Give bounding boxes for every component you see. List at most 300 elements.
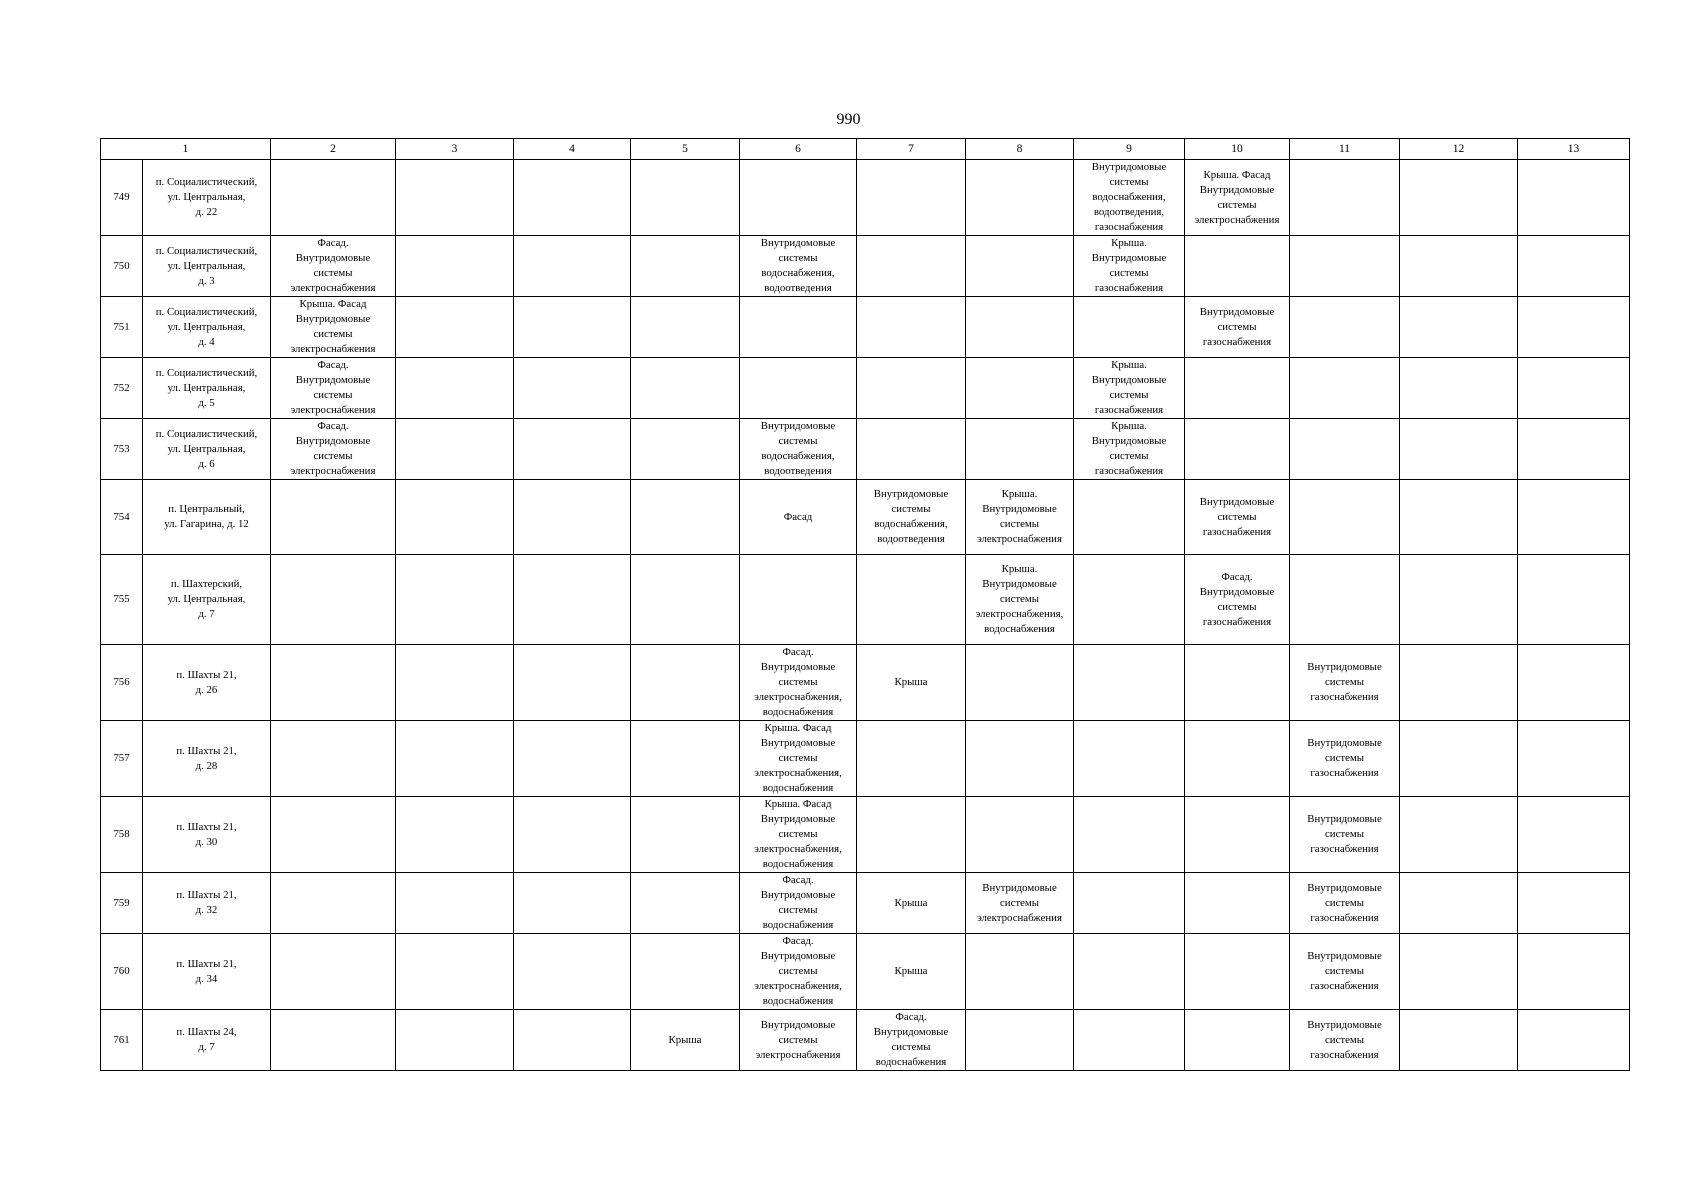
work-cell-col-4 [514, 160, 631, 236]
work-line: Внутридомовые [760, 813, 836, 825]
table-row [101, 934, 1630, 1010]
work-cell-col-3 [396, 297, 514, 358]
table-body [101, 160, 1630, 1071]
work-cell-col-11 [1290, 1010, 1400, 1071]
row-number: 756 [101, 645, 143, 721]
work-cell-col-4 [514, 934, 631, 1010]
work-cell-col-10 [1185, 555, 1290, 645]
address-cell [143, 358, 271, 419]
table-row [101, 419, 1630, 480]
work-line: газоснабжения [1202, 615, 1272, 628]
work-line: водоснабжения [762, 706, 834, 718]
work-line: системы [1109, 176, 1149, 188]
work-line: электроснабжения, [754, 691, 842, 703]
work-cell-col-12 [1400, 358, 1518, 419]
row-number: 749 [101, 160, 143, 236]
header-row [101, 139, 1630, 160]
work-line: электроснабжения [290, 465, 376, 477]
address-line: ул. Гагарина, д. 12 [164, 518, 249, 530]
column-header-13: 13 [1518, 139, 1630, 160]
work-line: Внутридомовые [295, 435, 371, 447]
address-cell [143, 419, 271, 480]
address-line: д. 22 [195, 206, 218, 218]
work-cell-col-10 [1185, 645, 1290, 721]
work-line: электроснабжения [290, 282, 376, 294]
work-cell-col-5 [631, 419, 740, 480]
work-cell-col-10 [1185, 873, 1290, 934]
column-header-9: 9 [1074, 139, 1185, 160]
work-cell-col-9 [1074, 934, 1185, 1010]
work-line: Внутридомовые [760, 420, 836, 432]
page-number: 990 [836, 111, 861, 128]
work-line: водоснабжения [762, 995, 834, 1007]
work-cell-col-12 [1400, 419, 1518, 480]
work-cell-col-9 [1074, 721, 1185, 797]
work-line: Крыша [668, 1033, 702, 1046]
column-header-5: 5 [631, 139, 740, 160]
work-cell-col-6 [740, 419, 857, 480]
column-header-3: 3 [396, 139, 514, 160]
work-cell-col-13 [1518, 358, 1630, 419]
work-line: системы [1000, 593, 1039, 605]
work-line: системы [778, 752, 818, 764]
work-cell-col-12 [1400, 160, 1518, 236]
work-cell-col-13 [1518, 797, 1630, 873]
work-cell-col-9 [1074, 480, 1185, 555]
work-cell-col-10 [1185, 358, 1290, 419]
work-cell-col-7 [857, 297, 966, 358]
address-line: д. 32 [195, 904, 218, 916]
table-row [101, 480, 1630, 555]
work-cell-col-2 [271, 873, 396, 934]
column-header-12: 12 [1400, 139, 1518, 160]
work-line: Фасад. [782, 874, 814, 886]
address-line: ул. Центральная, [167, 442, 246, 455]
work-line: водоотведения, [1093, 206, 1165, 218]
address-cell [143, 721, 271, 797]
work-cell-col-11 [1290, 480, 1400, 555]
work-line: системы [778, 904, 818, 916]
address-line: д. 5 [198, 396, 215, 409]
work-cell-col-13 [1518, 236, 1630, 297]
work-line: системы [1109, 450, 1149, 462]
work-line: газоснабжения [1094, 282, 1164, 294]
work-cell-col-11 [1290, 645, 1400, 721]
work-line: Внутридомовые [1307, 950, 1382, 962]
work-line: газоснабжения [1202, 335, 1272, 348]
work-line: Фасад. [1221, 570, 1253, 583]
work-cell-col-8 [966, 645, 1074, 721]
work-cell-col-4 [514, 1010, 631, 1071]
work-line: системы [313, 450, 353, 462]
work-cell-col-11 [1290, 297, 1400, 358]
work-line: Внутридомовые [1307, 813, 1382, 825]
work-cell-col-7 [857, 358, 966, 419]
work-line: Внутридомовые [1307, 1018, 1382, 1031]
work-line: Крыша. Фасад [764, 722, 832, 734]
work-line: водоотведения [764, 282, 832, 294]
work-cell-col-9 [1074, 1010, 1185, 1071]
work-line: системы [891, 1041, 931, 1053]
address-line: п. Социалистический, [155, 244, 258, 257]
work-cell-col-13 [1518, 297, 1630, 358]
work-cell-col-11 [1290, 797, 1400, 873]
work-cell-col-5 [631, 721, 740, 797]
address-line: п. Социалистический, [155, 427, 258, 440]
work-cell-col-9 [1074, 358, 1185, 419]
work-line: Крыша. [1111, 420, 1147, 432]
work-line: системы [1325, 828, 1364, 840]
work-line: Внутридомовые [1307, 737, 1382, 749]
work-line: газоснабжения [1310, 767, 1379, 779]
work-cell-col-4 [514, 297, 631, 358]
work-cell-col-12 [1400, 645, 1518, 721]
work-cell-col-6 [740, 934, 857, 1010]
work-cell-col-8 [966, 1010, 1074, 1071]
work-cell-col-8 [966, 236, 1074, 297]
work-line: Фасад. [895, 1011, 927, 1023]
work-cell-col-4 [514, 236, 631, 297]
work-line: электроснабжения, [975, 608, 1064, 620]
work-cell-col-4 [514, 480, 631, 555]
work-cell-col-12 [1400, 721, 1518, 797]
work-cell-col-2 [271, 480, 396, 555]
work-cell-col-6 [740, 358, 857, 419]
table-row [101, 297, 1630, 358]
column-header-7: 7 [857, 139, 966, 160]
work-cell-col-8 [966, 297, 1074, 358]
work-line: водоснабжения [984, 623, 1055, 635]
work-line: системы [1325, 676, 1364, 688]
work-cell-col-2 [271, 236, 396, 297]
work-cell-col-4 [514, 358, 631, 419]
work-line: Внутридомовые [1307, 881, 1382, 894]
work-line: системы [778, 828, 818, 840]
work-cell-col-2 [271, 297, 396, 358]
address-cell [143, 555, 271, 645]
work-line: водоснабжения [875, 1056, 947, 1068]
work-cell-col-13 [1518, 934, 1630, 1010]
work-cell-col-11 [1290, 358, 1400, 419]
address-line: д. 6 [198, 457, 215, 470]
work-cell-col-13 [1518, 419, 1630, 480]
work-cell-col-10 [1185, 934, 1290, 1010]
work-line: системы [778, 252, 818, 264]
work-line: Внутридомовые [295, 313, 371, 325]
row-number: 760 [101, 934, 143, 1010]
work-line: системы [1325, 965, 1364, 977]
address-line: п. Шахты 24, [176, 1026, 237, 1038]
column-header-2: 2 [271, 139, 396, 160]
work-line: Фасад. [782, 935, 814, 947]
work-line: Крыша. [1111, 359, 1147, 371]
work-cell-col-2 [271, 934, 396, 1010]
work-line: водоснабжения [762, 782, 834, 794]
work-cell-col-6 [740, 160, 857, 236]
work-line: электроснабжения [290, 404, 376, 416]
work-line: Крыша. [1001, 488, 1038, 500]
work-cell-col-9 [1074, 645, 1185, 721]
column-header-8: 8 [966, 139, 1074, 160]
work-cell-col-8 [966, 419, 1074, 480]
work-cell-col-4 [514, 419, 631, 480]
work-cell-col-13 [1518, 645, 1630, 721]
work-cell-col-10 [1185, 480, 1290, 555]
table-row [101, 797, 1630, 873]
work-cell-col-3 [396, 934, 514, 1010]
work-line: водоотведения [764, 465, 832, 477]
work-cell-col-8 [966, 873, 1074, 934]
work-cell-col-6 [740, 555, 857, 645]
work-line: системы [313, 267, 353, 279]
work-line: Внутридомовые [1199, 585, 1275, 598]
work-line: газоснабжения [1094, 404, 1164, 416]
work-line: Фасад [783, 510, 813, 523]
work-line: Внутридомовые [760, 1018, 836, 1031]
work-cell-col-9 [1074, 873, 1185, 934]
table-row [101, 236, 1630, 297]
work-line: системы [778, 965, 818, 977]
work-cell-col-13 [1518, 160, 1630, 236]
row-number: 753 [101, 419, 143, 480]
work-line: Внутридомовые [1307, 661, 1382, 673]
work-line: водоотведения [877, 533, 945, 545]
work-line: Внутридомовые [760, 950, 836, 962]
work-cell-col-9 [1074, 297, 1185, 358]
work-cell-col-8 [966, 160, 1074, 236]
work-cell-col-7 [857, 721, 966, 797]
work-cell-col-6 [740, 297, 857, 358]
work-line: Внутридомовые [760, 737, 836, 749]
work-cell-col-9 [1074, 797, 1185, 873]
address-line: п. Центральный, [168, 503, 245, 515]
work-line: электроснабжения [290, 343, 376, 355]
work-line: Фасад. [782, 646, 814, 658]
work-cell-col-4 [514, 721, 631, 797]
work-cell-col-4 [514, 873, 631, 934]
work-cell-col-7 [857, 797, 966, 873]
work-line: Внутридомовые [760, 661, 836, 673]
work-cell-col-5 [631, 1010, 740, 1071]
address-line: ул. Центральная, [167, 259, 246, 272]
work-cell-col-9 [1074, 160, 1185, 236]
work-line: Внутридомовые [1199, 305, 1275, 318]
row-number: 757 [101, 721, 143, 797]
work-line: электроснабжения, [754, 843, 842, 855]
address-line: п. Шахтерский, [170, 578, 243, 590]
work-cell-col-13 [1518, 873, 1630, 934]
address-line: д. 28 [195, 759, 218, 772]
work-cell-col-5 [631, 645, 740, 721]
work-cell-col-4 [514, 797, 631, 873]
work-cell-col-4 [514, 645, 631, 721]
address-line: п. Шахты 21, [176, 668, 237, 681]
work-cell-col-3 [396, 419, 514, 480]
work-line: Внутридомовые [982, 881, 1057, 894]
row-number: 754 [101, 480, 143, 555]
work-line: газоснабжения [1094, 465, 1164, 477]
column-header-11: 11 [1290, 139, 1400, 160]
work-line: системы [313, 389, 353, 401]
work-line: Внутридомовые [1199, 183, 1275, 196]
row-number: 761 [101, 1010, 143, 1071]
work-line: системы [778, 1033, 818, 1046]
work-cell-col-3 [396, 797, 514, 873]
work-line: системы [1109, 267, 1149, 279]
work-line: Крыша. Фасад [299, 298, 367, 310]
work-line: системы [1325, 1033, 1364, 1046]
work-line: системы [891, 503, 931, 515]
address-line: п. Социалистический, [155, 176, 258, 188]
work-line: газоснабжения [1310, 911, 1379, 924]
table-row [101, 873, 1630, 934]
table-header [101, 139, 1630, 160]
work-line: Внутридомовые [982, 578, 1057, 590]
work-line: Внутридомовые [1091, 161, 1167, 173]
work-line: Крыша [894, 896, 928, 909]
work-line: Внутридомовые [873, 1026, 949, 1038]
work-cell-col-7 [857, 160, 966, 236]
work-cell-col-7 [857, 480, 966, 555]
work-cell-col-3 [396, 236, 514, 297]
address-line: ул. Центральная, [167, 191, 246, 203]
work-cell-col-12 [1400, 297, 1518, 358]
work-cell-col-8 [966, 934, 1074, 1010]
work-line: Внутридомовые [873, 488, 949, 500]
address-line: д. 26 [195, 683, 218, 696]
work-cell-col-10 [1185, 1010, 1290, 1071]
work-cell-col-3 [396, 873, 514, 934]
work-line: Фасад. [317, 359, 349, 371]
work-cell-col-2 [271, 797, 396, 873]
work-cell-col-6 [740, 480, 857, 555]
work-cell-col-7 [857, 555, 966, 645]
work-line: водоснабжения, [761, 267, 835, 279]
work-cell-col-3 [396, 555, 514, 645]
table-row [101, 555, 1630, 645]
work-line: системы [1109, 389, 1149, 401]
work-cell-col-12 [1400, 873, 1518, 934]
row-number: 758 [101, 797, 143, 873]
work-cell-col-2 [271, 721, 396, 797]
row-number: 755 [101, 555, 143, 645]
work-cell-col-9 [1074, 236, 1185, 297]
work-line: системы [313, 328, 353, 340]
work-line: электроснабжения [977, 911, 1062, 924]
work-cell-col-5 [631, 555, 740, 645]
address-line: п. Социалистический, [155, 305, 258, 318]
work-cell-col-10 [1185, 419, 1290, 480]
work-cell-col-8 [966, 797, 1074, 873]
work-line: системы [1217, 320, 1257, 333]
work-cell-col-5 [631, 934, 740, 1010]
work-cell-col-10 [1185, 236, 1290, 297]
address-cell [143, 236, 271, 297]
work-line: Крыша. [1001, 563, 1038, 575]
repair-schedule-table [100, 138, 1630, 1071]
address-line: д. 7 [198, 1041, 215, 1053]
work-cell-col-10 [1185, 160, 1290, 236]
work-line: Фасад. [317, 420, 349, 432]
work-cell-col-3 [396, 721, 514, 797]
work-line: газоснабжения [1310, 1048, 1379, 1061]
work-line: газоснабжения [1094, 221, 1164, 233]
row-number: 759 [101, 873, 143, 934]
work-line: водоснабжения, [874, 518, 948, 530]
work-cell-col-5 [631, 797, 740, 873]
work-cell-col-11 [1290, 160, 1400, 236]
work-cell-col-3 [396, 160, 514, 236]
address-cell [143, 797, 271, 873]
work-line: Крыша [894, 965, 928, 977]
work-line: Внутридомовые [760, 237, 836, 249]
address-line: п. Шахты 21, [176, 744, 237, 757]
work-cell-col-2 [271, 1010, 396, 1071]
work-cell-col-7 [857, 419, 966, 480]
table-row [101, 1010, 1630, 1071]
address-line: д. 30 [195, 835, 218, 848]
work-line: системы [1000, 896, 1039, 909]
work-cell-col-5 [631, 236, 740, 297]
address-line: п. Социалистический, [155, 366, 258, 379]
work-cell-col-6 [740, 1010, 857, 1071]
work-cell-col-6 [740, 873, 857, 934]
column-header-6: 6 [740, 139, 857, 160]
work-cell-col-3 [396, 480, 514, 555]
work-cell-col-12 [1400, 1010, 1518, 1071]
work-cell-col-5 [631, 873, 740, 934]
work-line: электроснабжения, [754, 767, 842, 779]
work-line: водоснабжения, [761, 450, 835, 462]
address-line: п. Шахты 21, [176, 889, 237, 901]
row-number: 750 [101, 236, 143, 297]
address-cell [143, 480, 271, 555]
work-cell-col-3 [396, 358, 514, 419]
work-line: газоснабжения [1310, 843, 1379, 855]
work-cell-col-7 [857, 934, 966, 1010]
work-cell-col-7 [857, 1010, 966, 1071]
work-line: Крыша. Фасад [764, 798, 832, 810]
work-cell-col-5 [631, 297, 740, 358]
address-line: д. 3 [198, 274, 215, 287]
work-cell-col-13 [1518, 555, 1630, 645]
work-cell-col-12 [1400, 480, 1518, 555]
work-line: Внутридомовые [1091, 252, 1167, 264]
work-line: Фасад. [317, 237, 349, 249]
work-cell-col-12 [1400, 236, 1518, 297]
work-cell-col-9 [1074, 555, 1185, 645]
work-line: газоснабжения [1310, 691, 1379, 703]
work-cell-col-9 [1074, 419, 1185, 480]
work-line: Внутридомовые [1091, 435, 1167, 447]
work-cell-col-5 [631, 480, 740, 555]
work-line: Внутридомовые [982, 503, 1057, 515]
column-header-4: 4 [514, 139, 631, 160]
column-header-1: 1 [101, 139, 271, 160]
address-line: п. Шахты 21, [176, 957, 237, 970]
work-cell-col-12 [1400, 934, 1518, 1010]
work-line: Крыша. [1111, 237, 1147, 249]
work-cell-col-11 [1290, 934, 1400, 1010]
work-cell-col-11 [1290, 236, 1400, 297]
work-line: водоснабжения, [1092, 191, 1166, 203]
address-line: д. 7 [198, 608, 215, 620]
work-line: Внутридомовые [1199, 495, 1275, 508]
address-cell [143, 297, 271, 358]
work-line: водоснабжения [762, 858, 834, 870]
work-line: системы [1000, 518, 1039, 530]
address-line: ул. Центральная, [167, 320, 246, 333]
